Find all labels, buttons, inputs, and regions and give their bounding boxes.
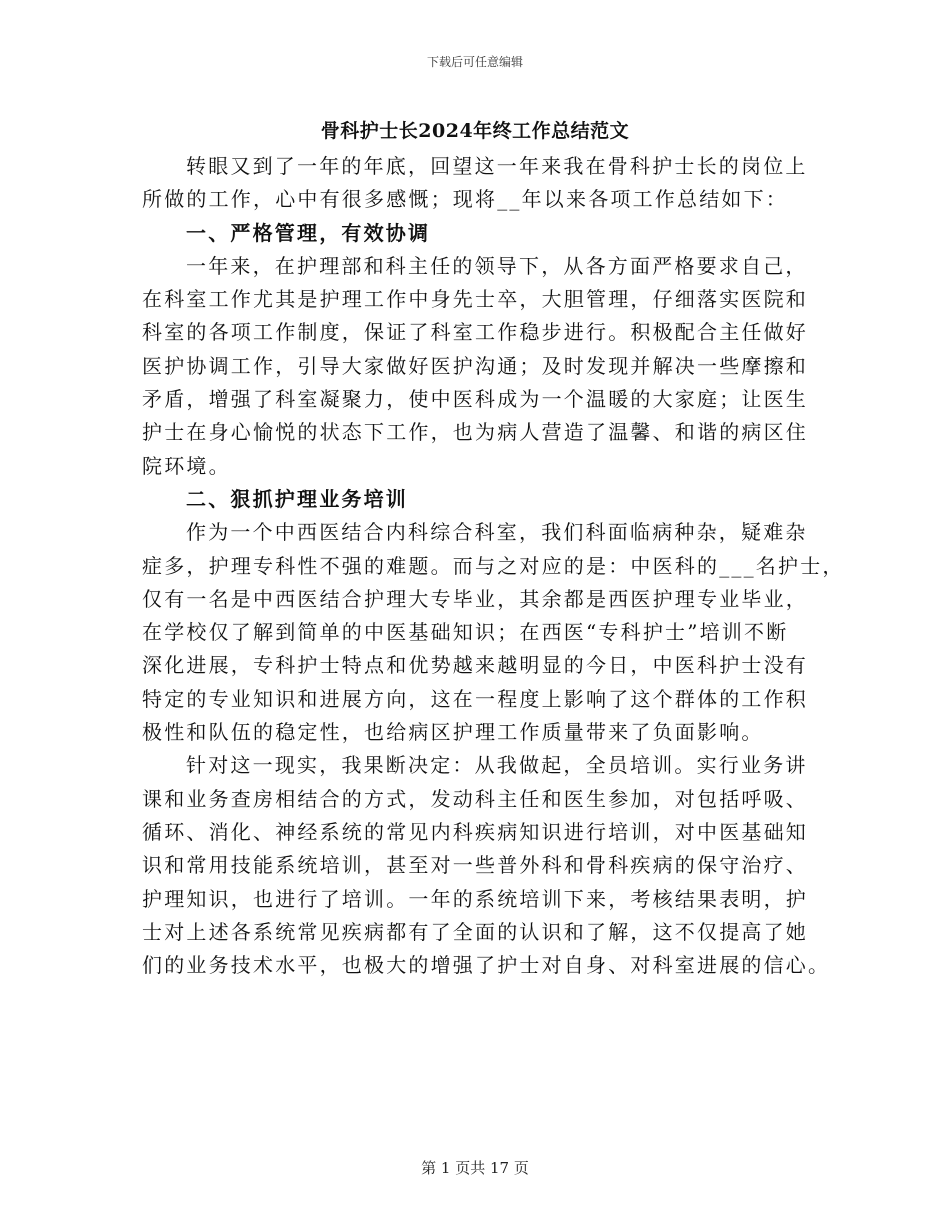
paragraph-line: 在科室工作尤其是护理工作中身先士卒，大胆管理，仔细落实医院和: [142, 287, 808, 312]
paragraph-line: 在学校仅了解到简单的中医基础知识；在西医“专科护士”培训不断: [142, 620, 789, 645]
paragraph-line: 护士在身心愉悦的状态下工作，也为病人营造了温馨、和谐的病区住: [142, 420, 808, 445]
paragraph-line: 所做的工作，心中有很多感慨；现将__年以来各项工作总结如下：: [142, 187, 788, 212]
paragraph-line: 症多，护理专科性不强的难题。而与之对应的是：中医科的___名护士，: [142, 553, 845, 578]
paragraph-line: 转眼又到了一年的年底，回望这一年来我在骨科护士长的岗位上: [186, 154, 808, 178]
page-footer: 第 1 页共 17 页: [421, 1159, 529, 1177]
paragraph-line: 极性和队伍的稳定性，也给病区护理工作质量带来了负面影响。: [142, 720, 764, 745]
paragraph-line: 们的业务技术水平，也极大的增强了护士对自身、对科室进展的信心。: [142, 953, 831, 978]
paragraph-line: 作为一个中西医结合内科综合科室，我们科面临病种杂，疑难杂: [186, 520, 808, 545]
section-heading-1: 一、严格管理，有效协调: [186, 220, 431, 245]
document-body: [142, 150, 845, 982]
paragraph-line: 仅有一名是中西医结合护理大专毕业，其余都是西医护理专业毕业，: [142, 586, 808, 611]
page-header: 下载后可任意编辑: [426, 55, 523, 69]
section-heading-2: 二、狠抓护理业务培训: [186, 486, 408, 511]
paragraph-line: 士对上述各系统常见疾病都有了全面的认识和了解，这不仅提高了她: [142, 919, 808, 944]
paragraph-line: 课和业务查房相结合的方式，发动科主任和医生参加，对包括呼吸、: [142, 786, 808, 811]
paragraph-line: 特定的专业知识和进展方向，这在一程度上影响了这个群体的工作积: [142, 686, 808, 711]
document-title: 骨科护士长2024年终工作总结范文: [320, 120, 630, 142]
paragraph-line: 护理知识，也进行了培训。一年的系统培训下来，考核结果表明，护: [142, 886, 808, 911]
paragraph-line: 院环境。: [142, 453, 231, 478]
paragraph-line: 循环、消化、神经系统的常见内科疾病知识进行培训，对中医基础知: [142, 819, 808, 844]
paragraph-line: 医护协调工作，引导大家做好医护沟通；及时发现并解决一些摩擦和: [142, 353, 808, 378]
paragraph-line: 识和常用技能系统培训，甚至对一些普外科和骨科疾病的保守治疗、: [142, 853, 808, 878]
paragraph-line: 一年来，在护理部和科主任的领导下，从各方面严格要求自己，: [186, 253, 808, 278]
paragraph-line: 深化进展，专科护士特点和优势越来越明显的今日，中医科护士没有: [142, 653, 808, 678]
paragraph-line: 矛盾，增强了科室凝聚力，使中医科成为一个温暖的大家庭；让医生: [142, 387, 808, 412]
paragraph-line: 针对这一现实，我果断决定：从我做起，全员培训。实行业务讲: [186, 753, 808, 778]
paragraph-line: 科室的各项工作制度，保证了科室工作稳步进行。积极配合主任做好: [142, 320, 808, 345]
